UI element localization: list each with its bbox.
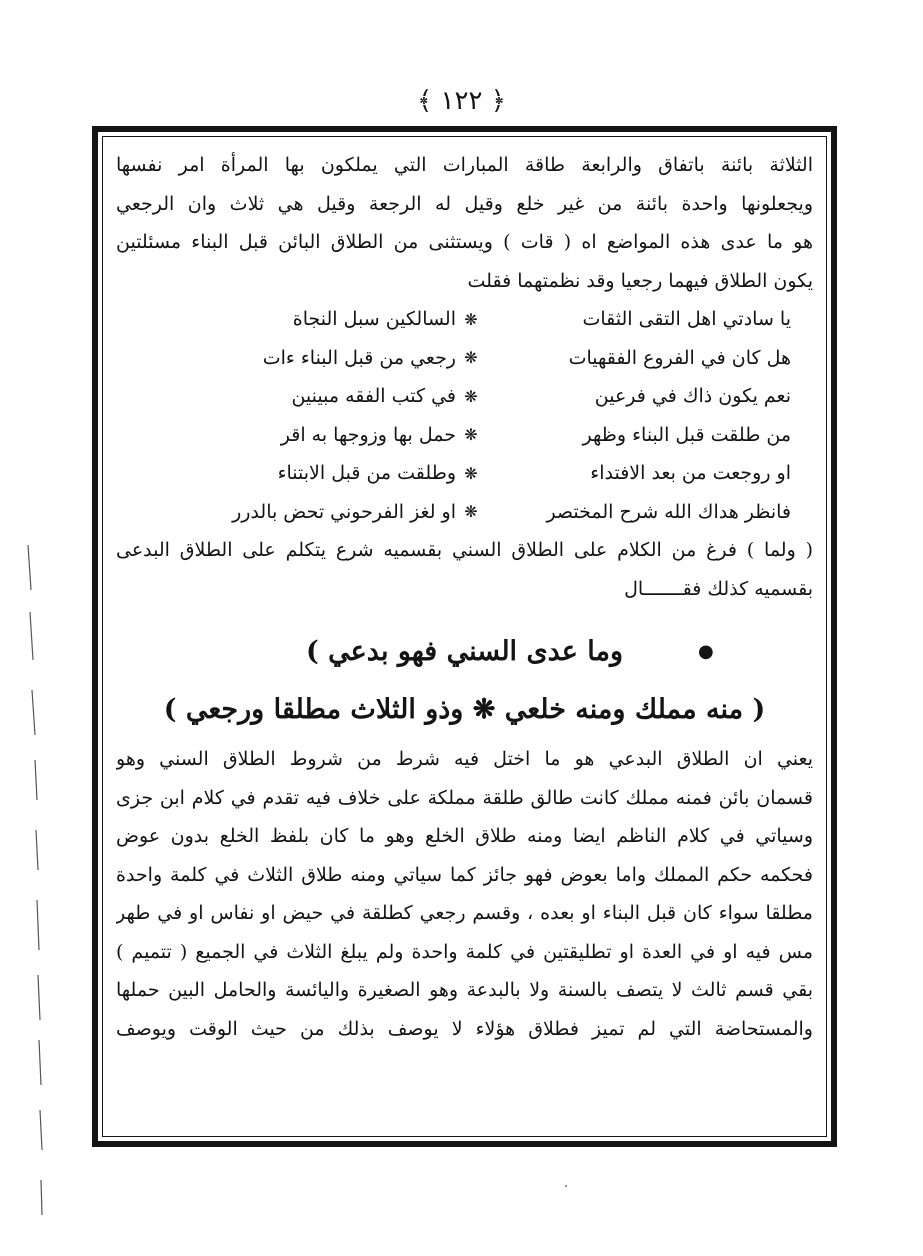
text-line: قسمان بائن فمنه مملك كانت طالق طلقة مملكة على خلاف فيه تقدم في كلام ابن جزى <box>116 786 813 809</box>
text-line: ( ولما ) فرغ من الكلام على الطلاق السني بقسميه شرع يتكلم على الطلاق البدعى <box>116 539 813 561</box>
page-number: ﴾ ١٢٢ ﴿ <box>417 86 506 116</box>
text-line: ويجعلونها واحدة بائنة من غير خلع وقيل له الرجعة وقيل هي ثلاث وان الرجعي <box>116 192 813 215</box>
verse-separator: ❋ <box>464 425 478 445</box>
verse-heading-text: وما عدى السني فهو بدعي ) <box>306 636 623 667</box>
verse-separator: ❋ <box>464 348 478 368</box>
text-line: مس فيه او في العدة او تطليقتين في كلمة واحدة ولم يبلغ الثلاث في الجميع ( تتميم ) <box>116 940 813 963</box>
verse-second-hemistich: في كتب الفقه مبينين <box>291 385 456 408</box>
verse-first-hemistich: نعم يكون ذاك في فرعين <box>594 385 791 408</box>
verse-second-hemistich: السالكين سبل النجاة <box>292 308 456 331</box>
verse-second-hemistich: او لغز الفرحوني تحض بالدرر <box>232 500 456 523</box>
verse-second-hemistich: رجعي من قبل البناء ءات <box>262 346 456 369</box>
verse-first-hemistich: من طلقت قبل البناء وظهر <box>582 423 791 446</box>
text-line: الثلاثة بائنة باتفاق والرابعة طاقة المبارات التي يملكون بها المرأة امر نفسها <box>116 154 813 176</box>
text-line: فحكمه حكم المملك واما بعوض فهو جائز كما سياتي ومنه طلاق الثلاث في كلمة واحدة <box>116 863 813 886</box>
text-line: وسياتي في كلام الناظم ايضا ومنه طلاق الخلع وهو ما كان بلفظ الخلع بدون عوض <box>116 825 813 847</box>
bullet-icon: ● <box>698 641 714 662</box>
verse-separator: ❋ <box>464 386 478 406</box>
verse-first-hemistich: او روجعت من بعد الافتداء <box>590 462 791 485</box>
verse-heading-2: ( منه مملك ومنه خلعي ❋ وذو الثلاث مطلقا ورجعي ) <box>163 694 766 725</box>
verse-second-hemistich: وطلقت من قبل الابتناء <box>277 462 456 485</box>
text-line: بقسميه كذلك فقـــــــال <box>624 577 813 600</box>
text-line: يكون الطلاق فيهما رجعيا وقد نظمتهما فقلت <box>467 269 813 292</box>
text-line: بقي قسم ثالث لا يتصف بالسنة ولا بالبدعة وهو الصغيرة واليائسة والحامل البين حملها <box>116 979 813 1001</box>
verse-first-hemistich: يا سادتي اهل التقى الثقات <box>582 308 791 331</box>
verse-first-hemistich: هل كان في الفروع الفقهيات <box>568 346 791 369</box>
verse-separator: ❋ <box>464 463 478 483</box>
verse-separator: ❋ <box>464 309 478 329</box>
text-line: يعني ان الطلاق البدعي هو ما اختل فيه شرط من شروط الطلاق السني وهو <box>116 748 813 770</box>
verse-separator: ❋ <box>464 502 478 522</box>
text-line: مطلقا سواء كان قبل البناء او بعده ، وقسم رجعي كطلقة في حيض او نفاس او في طهر <box>116 902 813 924</box>
text-line: والمستحاضة التي لم تميز فطلاق هؤلاء لا يوصف بذلك من حيث الوقت ويوصف <box>116 1017 813 1040</box>
verse-first-hemistich: فانظر هداك الله شرح المختصر <box>546 500 791 523</box>
text-line: هو ما عدى هذه المواضع اه ( قات ) ويستثنى من الطلاق البائن قبل البناء مسئلتين <box>116 231 813 253</box>
verse-second-hemistich: حمل بها وزوجها به اقر <box>280 423 456 446</box>
